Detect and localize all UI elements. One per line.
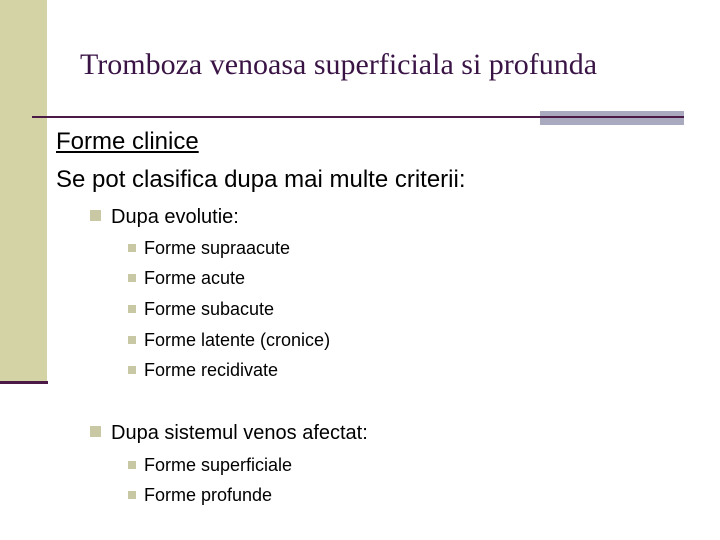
- list-item: [128, 485, 272, 506]
- square-bullet-icon: [128, 305, 136, 313]
- square-bullet-icon: [128, 366, 136, 374]
- list-item-label: Forme supraacute: [144, 238, 291, 258]
- group-sistem-venos: [90, 422, 368, 445]
- list-item: [128, 268, 245, 289]
- left-accent-line: [0, 381, 48, 384]
- group-evolutie: [90, 206, 239, 229]
- left-accent-band: [0, 0, 47, 382]
- list-item: [128, 360, 278, 381]
- group-label: Dupa evolutie:: [111, 206, 239, 228]
- square-bullet-icon: [128, 336, 136, 344]
- slide-title: Tromboza venoasa superficiala si profunda: [80, 48, 598, 81]
- section-heading: Forme clinice: [56, 128, 199, 155]
- list-item: [128, 455, 292, 476]
- title-rule-accent: [540, 111, 684, 125]
- square-bullet-icon: [128, 244, 136, 252]
- list-item-label: Forme profunde: [144, 485, 273, 505]
- square-bullet-icon: [90, 210, 101, 221]
- list-item-label: Forme recidivate: [144, 360, 279, 380]
- list-item: [128, 330, 330, 351]
- list-item: [128, 299, 274, 320]
- list-item-label: Forme acute: [144, 268, 246, 288]
- title-rule-accent-line: [540, 116, 684, 118]
- list-item: [128, 238, 290, 259]
- square-bullet-icon: [128, 491, 136, 499]
- list-item-label: Forme superficiale: [144, 455, 293, 475]
- group-label: Dupa sistemul venos afectat:: [111, 422, 368, 444]
- list-item-label: Forme subacute: [144, 299, 275, 319]
- intro-text: Se pot clasifica dupa mai multe criterii:: [56, 166, 466, 193]
- square-bullet-icon: [90, 426, 101, 437]
- list-item-label: Forme latente (cronice): [144, 330, 331, 350]
- square-bullet-icon: [128, 274, 136, 282]
- square-bullet-icon: [128, 461, 136, 469]
